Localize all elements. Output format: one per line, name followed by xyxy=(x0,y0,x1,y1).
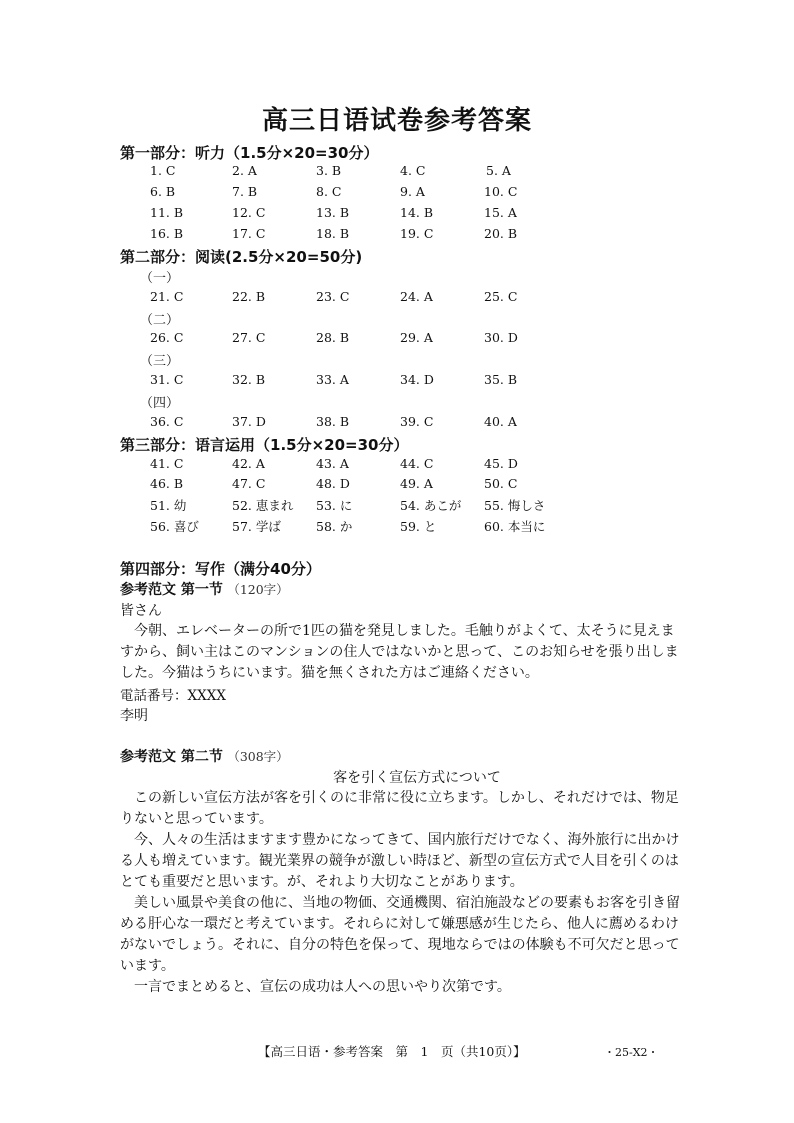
answer-item: 17. C xyxy=(232,226,266,241)
answer-item: 53. に xyxy=(316,498,353,513)
answer-item: 41. C xyxy=(150,456,184,471)
answer-item: 56. 喜び xyxy=(150,519,199,534)
answer-item: 23. C xyxy=(316,289,350,304)
answer-item: 21. C xyxy=(150,289,184,304)
answer-item: 50. C xyxy=(484,476,518,491)
answer-item: 36. C xyxy=(150,414,184,429)
answer-item: 54. あこが xyxy=(400,498,462,513)
answer-item: 22. B xyxy=(232,289,266,304)
answer-item: 38. B xyxy=(316,414,350,429)
answer-item: 1. C xyxy=(150,163,176,178)
answer-item: 20. B xyxy=(484,226,518,241)
answer-row xyxy=(0,517,794,537)
answer-item: 19. C xyxy=(400,226,434,241)
answer-item: 5. A xyxy=(486,163,511,178)
answer-item: 35. B xyxy=(484,372,518,387)
answer-row xyxy=(0,330,794,350)
answer-item: 14. B xyxy=(400,205,434,220)
answer-item: 15. A xyxy=(484,205,517,220)
answer-row xyxy=(0,496,794,516)
answer-item: 27. C xyxy=(232,330,266,345)
essay-paragraph: 美しい風景や美食の他に、当地の物価、交通機関、宿泊施設などの要素もお客を引き留める肝心な一環だと考えています。それらに対して嫌悪感が生じたら、他人に薦めるわけがないでしょう。それに、自分の特色を保って、現地ならではの体験も不可欠だと思っています。 xyxy=(120,895,680,974)
section2-title: 参考范文 第二节 xyxy=(120,749,223,765)
answer-item: 45. D xyxy=(484,456,518,471)
notice-body: 今朝、エレベーターの所で1匹の猫を発見しました。毛触りがよくて、太そうに見えますから、飼い主はこのマンションの住人ではないかと思って、このお知らせを張り出しました。今猫はうちにいます。猫を無くされた方はご連絡ください。 xyxy=(120,623,679,681)
answer-item: 10. C xyxy=(484,184,518,199)
answer-row xyxy=(0,205,794,225)
page-footer: 【高三日语・参考答案 第 1 页（共10页）】 xyxy=(258,1044,526,1059)
answer-row xyxy=(0,414,794,434)
page-title: 高三日语试卷参考答案 xyxy=(261,106,532,136)
answer-item: 3. B xyxy=(316,163,342,178)
answer-item: 2. A xyxy=(232,163,257,178)
answer-item: 4. C xyxy=(400,163,426,178)
answer-row xyxy=(0,184,794,204)
answer-item: 29. A xyxy=(400,330,433,345)
notice-phone: 電話番号：XXXX xyxy=(120,688,226,704)
answer-item: 37. D xyxy=(232,414,266,429)
answer-row xyxy=(0,226,794,246)
answer-item: 25. C xyxy=(484,289,518,304)
answer-item: 28. B xyxy=(316,330,350,345)
notice-greeting: 皆さん xyxy=(120,603,162,619)
answer-item: 8. C xyxy=(316,184,342,199)
answer-item: 9. A xyxy=(400,184,425,199)
answer-item: 43. A xyxy=(316,456,349,471)
notice-signature: 李明 xyxy=(120,708,148,724)
answer-item: 7. B xyxy=(232,184,258,199)
answer-row xyxy=(0,456,794,476)
essay-paragraph: 今、人々の生活はますます豊かになってきて、国内旅行だけでなく、海外旅行に出かける人も増えています。観光業界の競争が激しい時ほど、新型の宣伝方式で人目を引くのはとても重要だと思います。が、それより大切なことがあります。 xyxy=(120,832,680,890)
answer-item: 49. A xyxy=(400,476,433,491)
essay-paragraph: 一言でまとめると、宣伝の成功は人への思いやり次第です。 xyxy=(134,979,511,995)
answer-item: 39. C xyxy=(400,414,434,429)
answer-item: 16. B xyxy=(150,226,184,241)
answer-item: 57. 学ば xyxy=(232,519,281,534)
answer-row xyxy=(0,163,794,183)
group-label: （三） xyxy=(140,354,180,369)
answer-item: 34. D xyxy=(400,372,434,387)
essay-paragraph: この新しい宣伝方法が客を引くのに非常に役に立ちます。しかし、それだけでは、物足りないと思っています。 xyxy=(120,790,679,827)
answer-item: 12. C xyxy=(232,205,266,220)
answer-item: 44. C xyxy=(400,456,434,471)
answer-item: 52. 恵まれ xyxy=(232,498,294,513)
section1-title: 参考范文 第一节 xyxy=(120,582,223,598)
answer-item: 59. と xyxy=(400,519,437,534)
answer-item: 47. C xyxy=(232,476,266,491)
part2-heading: 第二部分：阅读(2.5分×20=50分) xyxy=(120,248,363,266)
answer-item: 55. 悔しさ xyxy=(484,498,546,513)
part1-heading: 第一部分：听力（1.5分×20=30分） xyxy=(120,144,379,162)
answer-item: 58. か xyxy=(316,519,353,534)
answer-item: 30. D xyxy=(484,330,518,345)
group-label: （四） xyxy=(140,396,180,411)
group-label: （一） xyxy=(140,271,180,286)
section1-label xyxy=(120,579,289,599)
answer-item: 32. B xyxy=(232,372,266,387)
part4-heading: 第四部分：写作（满分40分） xyxy=(120,560,321,578)
answer-row xyxy=(0,372,794,392)
section2-word-count: （308字） xyxy=(227,749,289,764)
answer-item: 31. C xyxy=(150,372,184,387)
answer-item: 24. A xyxy=(400,289,433,304)
document-code: ・25-X2・ xyxy=(604,1046,659,1059)
section1-word-count: （120字） xyxy=(227,582,289,597)
answer-item: 48. D xyxy=(316,476,350,491)
answer-item: 6. B xyxy=(150,184,176,199)
answer-row xyxy=(0,476,794,496)
answer-item: 60. 本当に xyxy=(484,519,546,534)
part3-heading: 第三部分：语言运用（1.5分×20=30分） xyxy=(120,436,409,454)
answer-item: 42. A xyxy=(232,456,265,471)
answer-row xyxy=(0,289,794,309)
essay-title: 客を引く宣伝方式について xyxy=(333,770,501,786)
section2-label xyxy=(120,746,289,766)
answer-item: 26. C xyxy=(150,330,184,345)
answer-item: 11. B xyxy=(150,205,184,220)
answer-item: 40. A xyxy=(484,414,517,429)
answer-item: 46. B xyxy=(150,476,184,491)
answer-item: 51. 幼 xyxy=(150,498,187,513)
answer-item: 18. B xyxy=(316,226,350,241)
answer-item: 13. B xyxy=(316,205,350,220)
answer-item: 33. A xyxy=(316,372,349,387)
group-label: （二） xyxy=(140,313,180,328)
